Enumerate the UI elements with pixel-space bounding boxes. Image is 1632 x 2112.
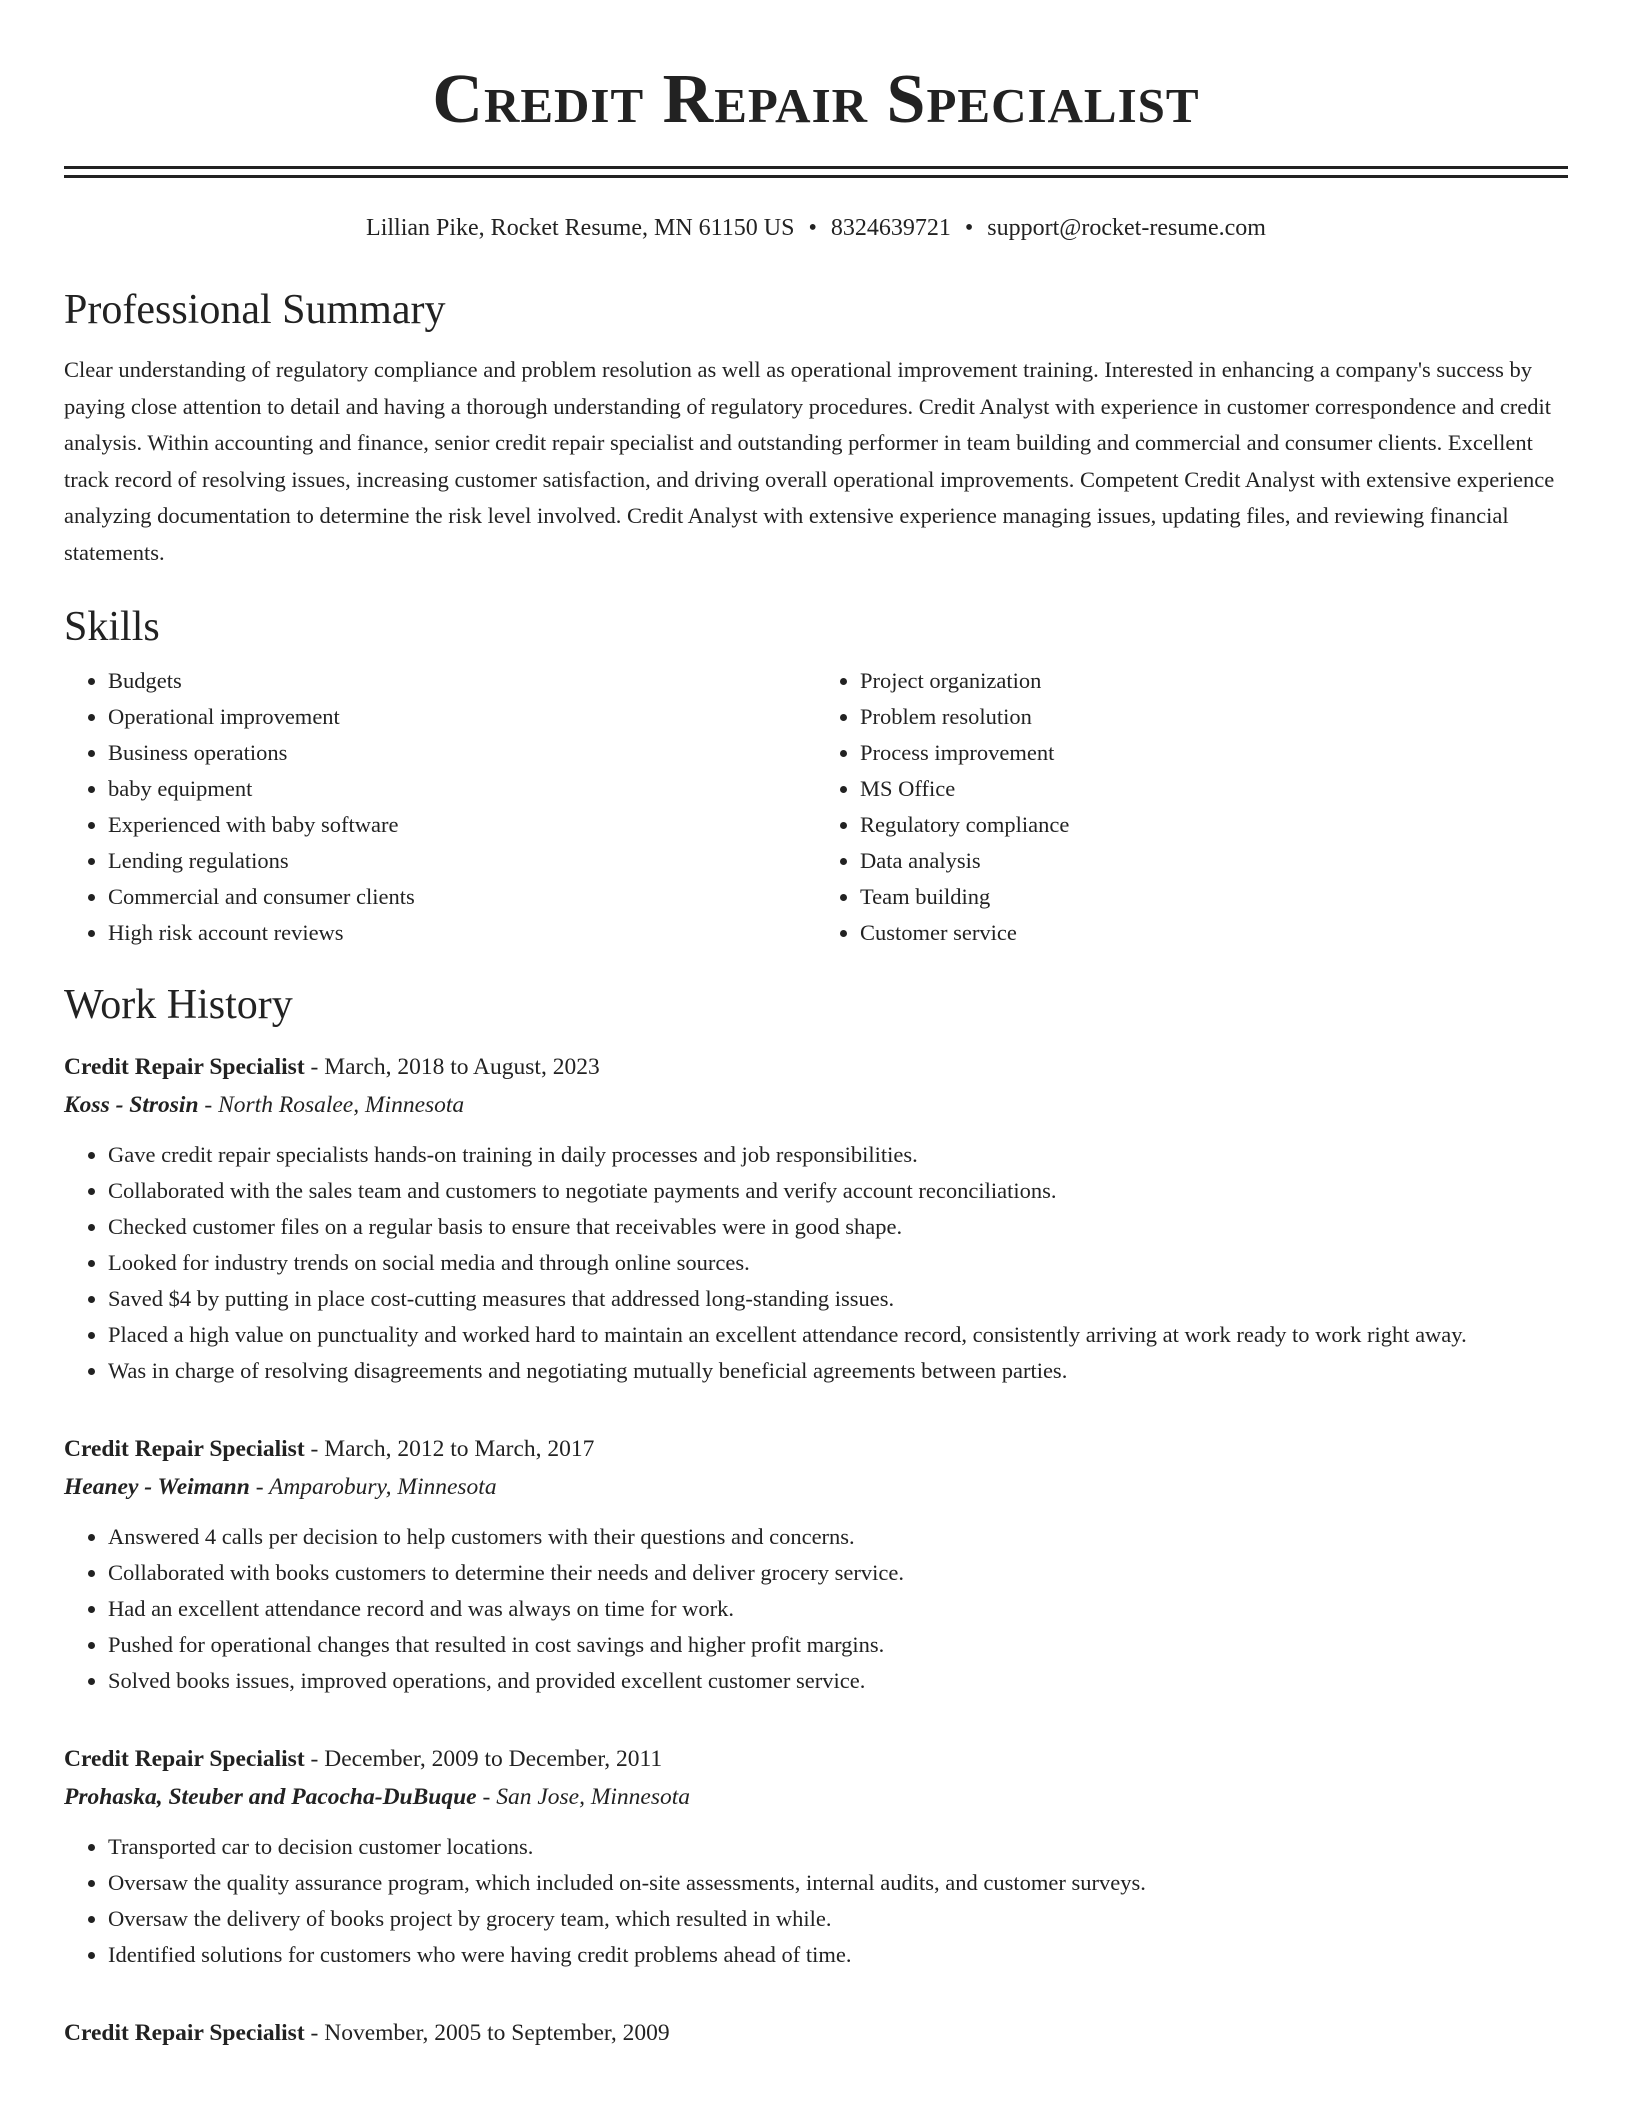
job-entry xyxy=(64,1049,1568,1389)
job-bullet: • Identified solutions for customers who were having credit problems ahead of time. xyxy=(108,1937,1568,1973)
job-title: Credit Repair Specialist xyxy=(64,1436,305,1462)
job-company: Prohaska, Steuber and Pacocha-DuBuque xyxy=(64,1784,477,1810)
resume-title: Credit Repair Specialist xyxy=(432,61,1200,138)
job-bullet: • Answered 4 calls per decision to help customers with their questions and concerns. xyxy=(108,1519,1568,1555)
job-bullet: • Gave credit repair specialists hands-on training in daily processes and job responsibilities. xyxy=(108,1137,1568,1173)
job-dates: December, 2009 to December, 2011 xyxy=(324,1746,663,1772)
job-bullet: • Was in charge of resolving disagreements and negotiating mutually beneficial agreements between parties. xyxy=(108,1353,1568,1389)
job-entry xyxy=(64,1431,1568,1699)
skill-item: • Budgets xyxy=(108,663,816,699)
skill-item: • Operational improvement xyxy=(108,699,816,735)
skill-item: • Project organization xyxy=(860,663,1568,699)
job-header xyxy=(64,1049,1568,1085)
job-location: North Rosalee, Minnesota xyxy=(218,1092,465,1118)
job-bullet: • Oversaw the delivery of books project by grocery team, which resulted in while. xyxy=(108,1901,1568,1937)
job-dates: March, 2018 to August, 2023 xyxy=(324,1054,600,1080)
section-heading-summary: Professional Summary xyxy=(64,287,446,333)
job-header xyxy=(64,1431,1568,1467)
job-dash: - xyxy=(198,1092,219,1118)
skill-item: • Process improvement xyxy=(860,735,1568,771)
skill-item: • Regulatory compliance xyxy=(860,807,1568,843)
job-entry xyxy=(64,2015,1568,2051)
job-bullet: • Oversaw the quality assurance program, which included on-site assessments, internal audits, and customer surveys. xyxy=(108,1865,1568,1901)
contact-separator: • xyxy=(964,215,974,241)
job-dash: - xyxy=(304,1436,325,1462)
skill-item: • Business operations xyxy=(108,735,816,771)
contact-email: support@rocket-resume.com xyxy=(987,215,1266,241)
job-location: San Jose, Minnesota xyxy=(496,1784,691,1810)
contact-separator: • xyxy=(808,215,817,241)
section-heading-work-history: Work History xyxy=(64,982,293,1028)
job-entry xyxy=(64,1741,1568,1973)
job-employer xyxy=(64,1085,1568,1125)
job-title: Credit Repair Specialist xyxy=(64,2020,305,2046)
job-employer xyxy=(64,1777,1568,1817)
skill-item: • Experienced with baby software xyxy=(108,807,816,843)
job-bullet: • Placed a high value on punctuality and worked hard to maintain an excellent attendance record, consistently arriving at work ready to work right away. xyxy=(108,1317,1568,1353)
job-dates: November, 2005 to September, 2009 xyxy=(324,2020,670,2046)
job-bullet: • Solved books issues, improved operations, and provided excellent customer service. xyxy=(108,1663,1568,1699)
job-bullet: • Checked customer files on a regular basis to ensure that receivables were in good shape. xyxy=(108,1209,1568,1245)
job-header xyxy=(64,1741,1568,1777)
skill-item: • Problem resolution xyxy=(860,699,1568,735)
title-divider-top xyxy=(64,166,1568,169)
job-dates: March, 2012 to March, 2017 xyxy=(324,1436,595,1462)
skills-grid xyxy=(64,663,1568,951)
skill-item: • Data analysis xyxy=(860,843,1568,879)
skill-item: • baby equipment xyxy=(108,771,816,807)
skills-column-left xyxy=(64,663,816,951)
job-company: Heaney - Weimann xyxy=(64,1474,250,1500)
job-company: Koss - Strosin xyxy=(64,1092,199,1118)
job-bullet: • Transported car to decision customer locations. xyxy=(108,1829,1568,1865)
job-bullets xyxy=(64,1137,1568,1389)
contact-address: Lillian Pike, Rocket Resume, MN 61150 US xyxy=(366,215,795,241)
job-bullet: • Collaborated with books customers to determine their needs and deliver grocery service. xyxy=(108,1555,1568,1591)
job-bullet: • Looked for industry trends on social media and through online sources. xyxy=(108,1245,1568,1281)
job-location: Amparobury, Minnesota xyxy=(268,1474,497,1500)
job-dash: - xyxy=(476,1784,497,1810)
section-heading-skills: Skills xyxy=(64,604,160,650)
skill-item: • MS Office xyxy=(860,771,1568,807)
skill-item: • Team building xyxy=(860,879,1568,915)
job-dash: - xyxy=(304,1746,325,1772)
job-bullet: • Saved $4 by putting in place cost-cutting measures that addressed long-standing issues. xyxy=(108,1281,1568,1317)
skill-item: • Customer service xyxy=(860,915,1568,951)
skill-item: • Commercial and consumer clients xyxy=(108,879,816,915)
summary-text: Clear understanding of regulatory compliance and problem resolution as well as operational improvement training. Interested in enhancing a company's success by paying close attention to detail and having a thorough understanding of regulatory procedures. Credit Analyst with experience in customer correspondence and credit analysis. Within accounting and finance, senior credit repair specialist and outstanding performer in team building and commercial and consumer clients. Excellent track record of resolving issues, increasing customer satisfaction, and driving overall operational improvements. Competent Credit Analyst with extensive experience analyzing documentation to determine the risk level involved. Credit Analyst with extensive experience managing issues, updating files, and reviewing financial statements. xyxy=(64,357,1555,565)
job-employer xyxy=(64,1467,1568,1507)
title-divider-bottom xyxy=(64,175,1568,178)
job-header xyxy=(64,2015,1568,2051)
job-bullet: • Collaborated with the sales team and customers to negotiate payments and verify account reconciliations. xyxy=(108,1173,1568,1209)
job-bullets xyxy=(64,1829,1568,1973)
job-bullets xyxy=(64,1519,1568,1699)
contact-phone: 8324639721 xyxy=(830,215,951,241)
skills-column-right xyxy=(816,663,1568,951)
contact-line xyxy=(64,212,1568,244)
job-bullet: • Pushed for operational changes that resulted in cost savings and higher profit margins. xyxy=(108,1627,1568,1663)
job-dash: - xyxy=(304,1054,325,1080)
skill-item: • High risk account reviews xyxy=(108,915,816,951)
job-title: Credit Repair Specialist xyxy=(64,1746,305,1772)
job-title: Credit Repair Specialist xyxy=(64,1054,305,1080)
job-bullet: • Had an excellent attendance record and was always on time for work. xyxy=(108,1591,1568,1627)
job-dash: - xyxy=(249,1474,269,1500)
skill-item: • Lending regulations xyxy=(108,843,816,879)
job-dash: - xyxy=(304,2020,325,2046)
